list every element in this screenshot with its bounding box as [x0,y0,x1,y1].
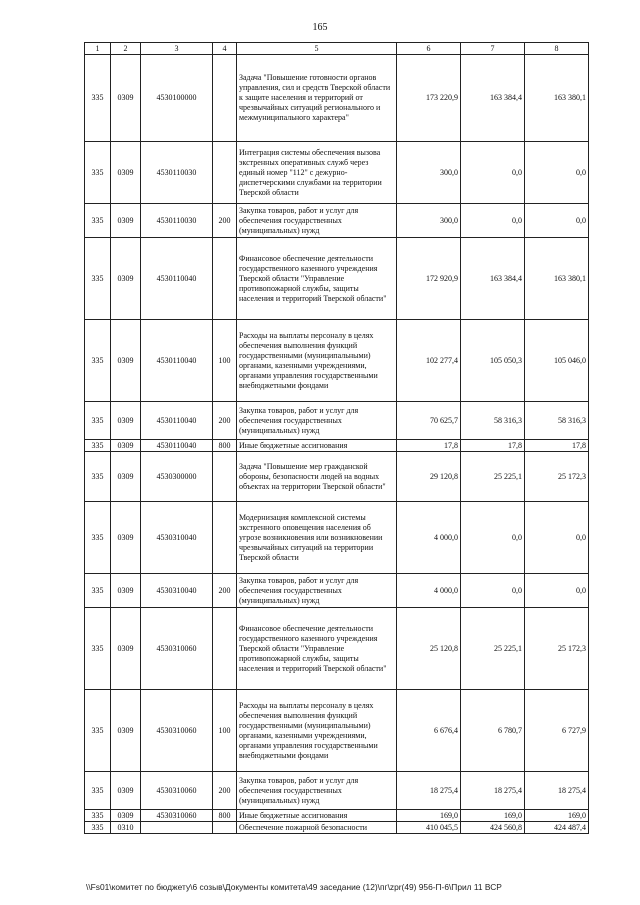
section-code-cell: 0309 [111,690,141,772]
target-code-cell: 4530310040 [141,502,213,574]
amount-cell: 172 920,9 [397,238,461,320]
table-row [85,402,589,440]
section-code-cell: 0309 [111,574,141,608]
description-cell: Закупка товаров, работ и услуг для обеспечения государственных (муниципальных) нужд [237,204,397,238]
expense-type-cell [213,822,237,834]
description-cell: Финансовое обеспечение деятельности государственного казенного учреждения Тверской области "Управление противопожарной службы, защиты населения и территорий Тверской области" [237,608,397,690]
target-code-cell: 4530310060 [141,690,213,772]
expense-type-cell [213,608,237,690]
admin-code-cell: 335 [85,142,111,204]
description-cell: Интеграция системы обеспечения вызова экстренных оперативных служб через единый номер "112" с дежурно-диспетчерскими службами на территории Тверской области [237,142,397,204]
description-cell: Расходы на выплаты персоналу в целях обеспечения выполнения функций государственными (муниципальными) органами, казенными учреждениями, органами управления государственными внебюджетными фондами [237,320,397,402]
description-cell: Расходы на выплаты персоналу в целях обеспечения выполнения функций государственными (муниципальными) органами, казенными учреждениями, органами управления государственными внебюджетными фондами [237,690,397,772]
amount-cell: 17,8 [525,440,589,452]
amount-cell: 300,0 [397,142,461,204]
admin-code-cell: 335 [85,574,111,608]
admin-code-cell: 335 [85,204,111,238]
amount-cell: 6 727,9 [525,690,589,772]
amount-cell: 0,0 [461,574,525,608]
expense-type-cell: 100 [213,690,237,772]
target-code-cell: 4530110040 [141,402,213,440]
expense-type-cell: 200 [213,204,237,238]
section-code-cell: 0309 [111,402,141,440]
amount-cell: 29 120,8 [397,452,461,502]
admin-code-cell: 335 [85,608,111,690]
admin-code-cell: 335 [85,320,111,402]
description-cell: Закупка товаров, работ и услуг для обеспечения государственных (муниципальных) нужд [237,402,397,440]
admin-code-cell: 335 [85,55,111,142]
target-code-cell: 4530110040 [141,238,213,320]
amount-cell: 169,0 [397,810,461,822]
page-number: 165 [312,22,328,33]
section-code-cell: 0309 [111,608,141,690]
amount-cell: 17,8 [461,440,525,452]
table-row [85,822,589,834]
expense-type-cell [213,452,237,502]
table-row [85,142,589,204]
target-code-cell: 4530110030 [141,142,213,204]
admin-code-cell: 335 [85,822,111,834]
expense-type-cell: 800 [213,810,237,822]
footer-file-path: \\Fs01\комитет по бюджету\6 созыв\Документы комитета\49 заседание (12)\пг\zpr(49) 956-П-6\Прил 11 ВСР [86,882,502,892]
expense-type-cell: 100 [213,320,237,402]
table-row [85,608,589,690]
section-code-cell: 0309 [111,810,141,822]
amount-cell: 163 384,4 [461,55,525,142]
amount-cell: 6 780,7 [461,690,525,772]
expense-type-cell: 200 [213,574,237,608]
amount-cell: 25 172,3 [525,452,589,502]
amount-cell: 6 676,4 [397,690,461,772]
description-cell: Закупка товаров, работ и услуг для обеспечения государственных (муниципальных) нужд [237,574,397,608]
amount-cell: 25 120,8 [397,608,461,690]
column-header: 5 [237,43,397,55]
target-code-cell: 4530110040 [141,440,213,452]
table-row [85,320,589,402]
amount-cell: 102 277,4 [397,320,461,402]
expense-type-cell [213,238,237,320]
amount-cell: 0,0 [525,142,589,204]
table-row [85,502,589,574]
table-row [85,574,589,608]
section-code-cell: 0309 [111,204,141,238]
table-body [85,55,589,834]
target-code-cell: 4530310060 [141,608,213,690]
expense-type-cell [213,502,237,574]
table-row [85,452,589,502]
expense-type-cell: 800 [213,440,237,452]
amount-cell: 4 000,0 [397,574,461,608]
amount-cell: 105 046,0 [525,320,589,402]
amount-cell: 0,0 [461,204,525,238]
column-header: 7 [461,43,525,55]
budget-table [84,42,589,834]
table-row [85,55,589,142]
amount-cell: 0,0 [525,502,589,574]
amount-cell: 17,8 [397,440,461,452]
amount-cell: 424 560,8 [461,822,525,834]
amount-cell: 25 225,1 [461,608,525,690]
amount-cell: 163 380,1 [525,55,589,142]
amount-cell: 169,0 [525,810,589,822]
table-row [85,238,589,320]
amount-cell: 18 275,4 [397,772,461,810]
expense-type-cell [213,142,237,204]
table-row [85,690,589,772]
target-code-cell: 4530110040 [141,320,213,402]
section-code-cell: 0309 [111,772,141,810]
description-cell: Иные бюджетные ассигнования [237,810,397,822]
admin-code-cell: 335 [85,440,111,452]
amount-cell: 18 275,4 [525,772,589,810]
amount-cell: 58 316,3 [461,402,525,440]
admin-code-cell: 335 [85,452,111,502]
table-row [85,440,589,452]
column-header: 1 [85,43,111,55]
expense-type-cell [213,55,237,142]
admin-code-cell: 335 [85,810,111,822]
expense-type-cell: 200 [213,402,237,440]
admin-code-cell: 335 [85,502,111,574]
amount-cell: 410 045,5 [397,822,461,834]
target-code-cell: 4530310040 [141,574,213,608]
column-header: 3 [141,43,213,55]
target-code-cell: 4530100000 [141,55,213,142]
amount-cell: 163 380,1 [525,238,589,320]
amount-cell: 163 384,4 [461,238,525,320]
section-code-cell: 0309 [111,440,141,452]
description-cell: Модернизация комплексной системы экстренного оповещения населения об угрозе возникновения или возникновении чрезвычайных ситуаций на территории Тверской области [237,502,397,574]
description-cell: Закупка товаров, работ и услуг для обеспечения государственных (муниципальных) нужд [237,772,397,810]
amount-cell: 300,0 [397,204,461,238]
amount-cell: 25 172,3 [525,608,589,690]
amount-cell: 0,0 [525,574,589,608]
amount-cell: 18 275,4 [461,772,525,810]
amount-cell: 0,0 [461,142,525,204]
amount-cell: 424 487,4 [525,822,589,834]
table-row [85,772,589,810]
section-code-cell: 0309 [111,502,141,574]
column-header: 6 [397,43,461,55]
target-code-cell: 4530310060 [141,772,213,810]
description-cell: Задача "Повышение мер гражданской обороны, безопасности людей на водных объектах на территории Тверской области" [237,452,397,502]
description-cell: Иные бюджетные ассигнования [237,440,397,452]
section-code-cell: 0310 [111,822,141,834]
section-code-cell: 0309 [111,238,141,320]
section-code-cell: 0309 [111,452,141,502]
section-code-cell: 0309 [111,320,141,402]
amount-cell: 0,0 [525,204,589,238]
column-header: 8 [525,43,589,55]
description-cell: Обеспечение пожарной безопасности [237,822,397,834]
admin-code-cell: 335 [85,772,111,810]
table-row [85,810,589,822]
amount-cell: 58 316,3 [525,402,589,440]
admin-code-cell: 335 [85,402,111,440]
amount-cell: 25 225,1 [461,452,525,502]
section-code-cell: 0309 [111,142,141,204]
amount-cell: 173 220,9 [397,55,461,142]
table-header [85,43,589,55]
header-row [85,43,589,55]
target-code-cell: 4530110030 [141,204,213,238]
amount-cell: 4 000,0 [397,502,461,574]
amount-cell: 169,0 [461,810,525,822]
amount-cell: 70 625,7 [397,402,461,440]
section-code-cell: 0309 [111,55,141,142]
admin-code-cell: 335 [85,238,111,320]
table-row [85,204,589,238]
expense-type-cell: 200 [213,772,237,810]
target-code-cell: 4530310060 [141,810,213,822]
description-cell: Финансовое обеспечение деятельности государственного казенного учреждения Тверской области "Управление противопожарной службы, защиты населения и территорий Тверской области" [237,238,397,320]
target-code-cell [141,822,213,834]
description-cell: Задача "Повышение готовности органов управления, сил и средств Тверской области к защите населения и территорий от чрезвычайных ситуаций регионального и межмуниципального характера" [237,55,397,142]
column-header: 2 [111,43,141,55]
amount-cell: 0,0 [461,502,525,574]
admin-code-cell: 335 [85,690,111,772]
column-header: 4 [213,43,237,55]
target-code-cell: 4530300000 [141,452,213,502]
amount-cell: 105 050,3 [461,320,525,402]
